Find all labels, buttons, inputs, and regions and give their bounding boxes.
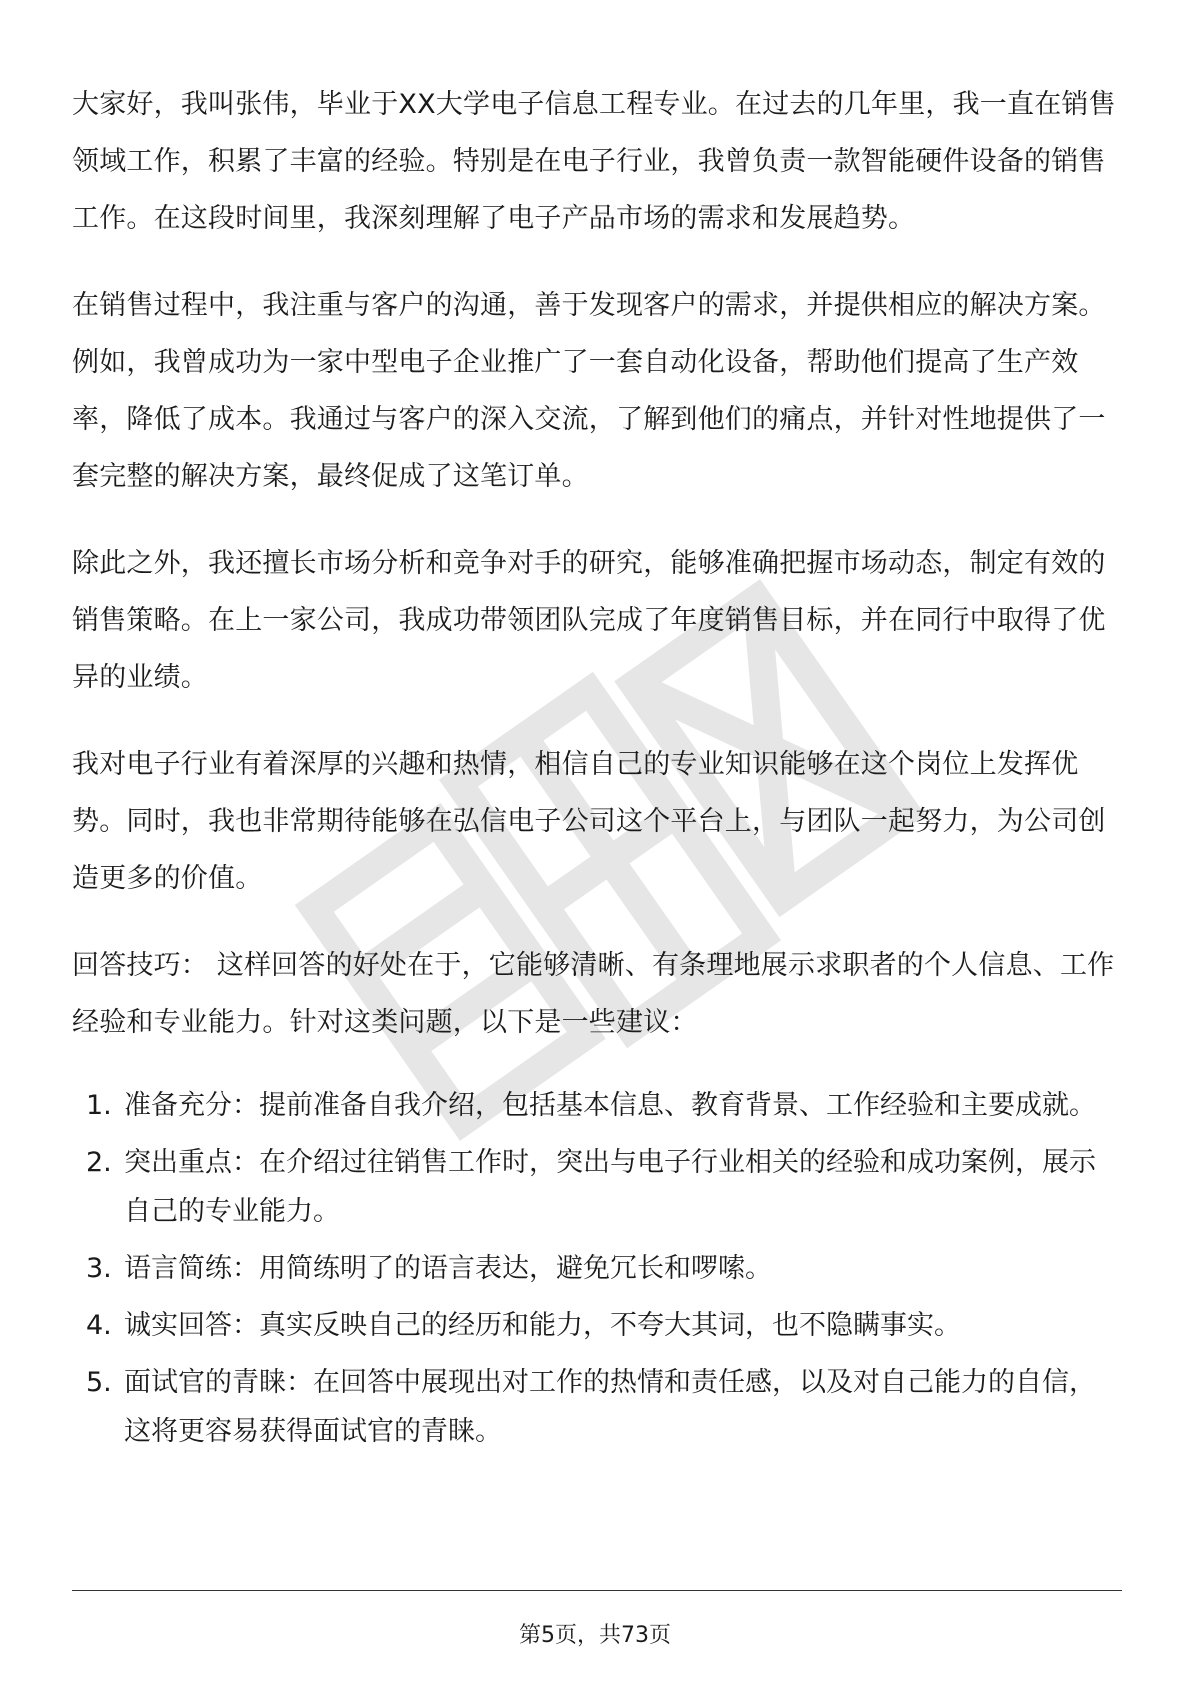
paragraph-answer-tips: 回答技巧： 这样回答的好处在于，它能够清晰、有条理地展示求职者的个人信息、工作经验和专业能力。针对这类问题，以下是一些建议： [72, 950, 1115, 1038]
list-item-number: 1. [86, 1090, 112, 1121]
paragraph-sales-process: 在销售过程中，我注重与客户的沟通，善于发现客户的需求，并提供相应的解决方案。例如，我曾成功为一家中型电子企业推广了一套自动化设备，帮助他们提高了生产效率，降低了成本。我通过与客户的深入交流，了解到他们的痛点，并针对性地提供了一套完整的解决方案，最终促成了这笔订单。 [72, 290, 1106, 492]
list-item [72, 1138, 1122, 1236]
list-item-number: 4. [86, 1310, 112, 1341]
paragraph-intro: 大家好，我叫张伟，毕业于XX大学电子信息工程专业。在过去的几年里，我一直在销售领域工作，积累了丰富的经验。特别是在电子行业，我曾负责一款智能硬件设备的销售工作。在这段时间里，我深刻理解了电子产品市场的需求和发展趋势。 [72, 89, 1116, 234]
tips-list [72, 1081, 1122, 1456]
list-item [72, 1081, 1122, 1130]
list-item-number: 2. [86, 1147, 112, 1178]
list-item-text: 面试官的青睐：在回答中展现出对工作的热情和责任感，以及对自己能力的自信，这将更容易获得面试官的青睐。 [124, 1367, 1096, 1447]
list-item [72, 1358, 1122, 1456]
list-item-text: 准备充分：提前准备自我介绍，包括基本信息、教育背景、工作经验和主要成就。 [124, 1090, 1096, 1121]
paragraph-motivation: 我对电子行业有着深厚的兴趣和热情，相信自己的专业知识能够在这个岗位上发挥优势。同时，我也非常期待能够在弘信电子公司这个平台上，与团队一起努力，为公司创造更多的价值。 [72, 749, 1106, 894]
list-item-text: 语言简练：用简练明了的语言表达，避免冗长和啰嗦。 [124, 1253, 772, 1284]
list-item [72, 1244, 1122, 1293]
footer-divider [72, 1590, 1122, 1591]
list-item [72, 1301, 1122, 1350]
list-item-number: 5. [86, 1367, 112, 1398]
page-number: 第5页，共73页 [519, 1623, 671, 1648]
list-item-text: 突出重点：在介绍过往销售工作时，突出与电子行业相关的经验和成功案例，展示自己的专业能力。 [124, 1147, 1096, 1227]
paragraph-market-analysis: 除此之外，我还擅长市场分析和竞争对手的研究，能够准确把握市场动态，制定有效的销售策略。在上一家公司，我成功带领团队完成了年度销售目标，并在同行中取得了优异的业绩。 [72, 548, 1106, 693]
document-body [72, 76, 1122, 1464]
list-item-text: 诚实回答：真实反映自己的经历和能力，不夸大其词，也不隐瞒事实。 [124, 1310, 961, 1341]
list-item-number: 3. [86, 1253, 112, 1284]
